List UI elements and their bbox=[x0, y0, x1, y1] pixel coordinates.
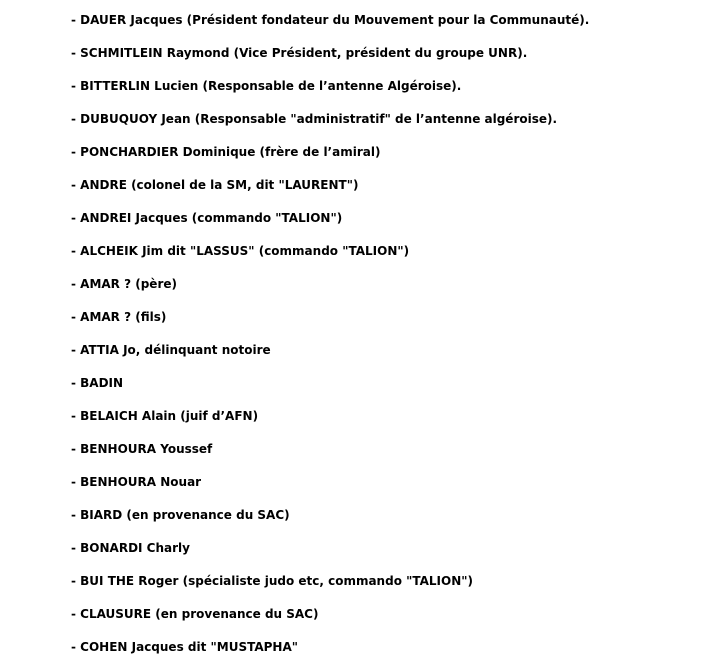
list-item: - ALCHEIK Jim dit "LASSUS" (commando "TALION") bbox=[71, 244, 410, 258]
list-item: - ANDRE (colonel de la SM, dit "LAURENT") bbox=[71, 178, 359, 192]
list-item: - CLAUSURE (en provenance du SAC) bbox=[71, 607, 319, 621]
list-item: - BELAICH Alain (juif d’AFN) bbox=[71, 409, 259, 423]
list-item: - BUI THE Roger (spécialiste judo etc, commando "TALION") bbox=[71, 574, 473, 588]
list-item: - ATTIA Jo, délinquant notoire bbox=[71, 343, 271, 357]
list-item: - PONCHARDIER Dominique (frère de l’amiral) bbox=[71, 145, 381, 159]
member-list bbox=[71, 11, 589, 671]
list-item: - BADIN bbox=[71, 376, 124, 390]
list-item: - COHEN Jacques dit "MUSTAPHA" bbox=[71, 640, 299, 654]
list-item: - BENHOURA Nouar bbox=[71, 475, 202, 489]
list-item: - SCHMITLEIN Raymond (Vice Président, président du groupe UNR). bbox=[71, 46, 528, 60]
list-item: - BITTERLIN Lucien (Responsable de l’antenne Algéroise). bbox=[71, 79, 462, 93]
list-item: - AMAR ? (fils) bbox=[71, 310, 167, 324]
list-item: - ANDREI Jacques (commando "TALION") bbox=[71, 211, 343, 225]
list-item: - AMAR ? (père) bbox=[71, 277, 177, 291]
list-item: - BONARDI Charly bbox=[71, 541, 190, 555]
list-item: - DUBUQUOY Jean (Responsable "administratif" de l’antenne algéroise). bbox=[71, 112, 558, 126]
list-item: - BENHOURA Youssef bbox=[71, 442, 213, 456]
list-item: - DAUER Jacques (Président fondateur du Mouvement pour la Communauté). bbox=[71, 13, 590, 27]
list-item: - BIARD (en provenance du SAC) bbox=[71, 508, 290, 522]
